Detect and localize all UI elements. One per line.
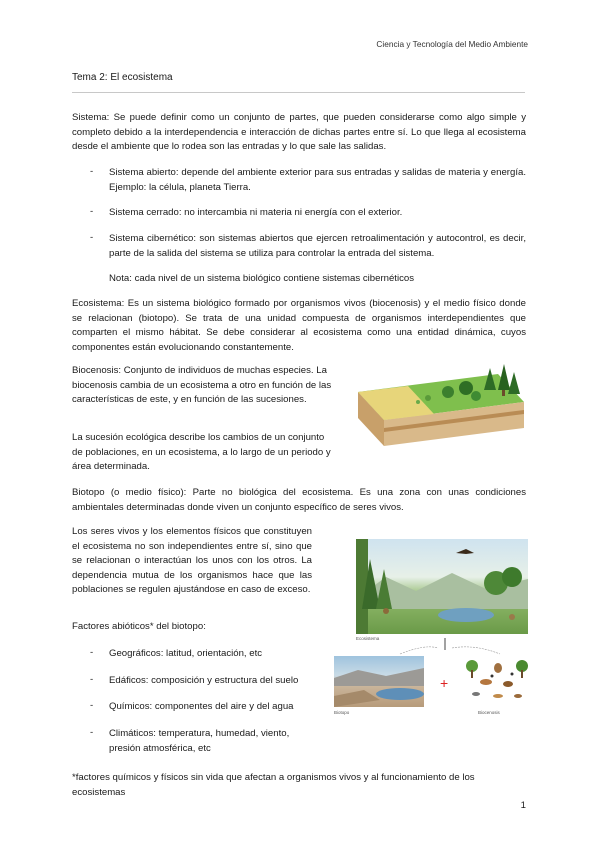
bullet-dash: - (90, 727, 94, 738)
plus-sign: + (440, 675, 449, 691)
factor-quimicos: Químicos: componentes del aire y del agua (109, 701, 294, 712)
bullet-dash: - (90, 206, 94, 217)
ecosistema-paragraph: Ecosistema: Es un sistema biológico formado por organismos vivos (biocenosis) y el medio físico donde se relacionan (biotopo). Se trata de una unidad compuesta de organismos interdependientes que comparten el mismo hábitat. Se debe considerar al ecosistema como una entidad dinámica, cuyos componentes están evolucionando constantemente. (72, 298, 526, 353)
bullet-dash: - (90, 700, 94, 711)
header-divider (72, 92, 525, 93)
bullet-sistema-cerrado: Sistema cerrado: no intercambia ni materia ni energía con el exterior. (109, 207, 403, 218)
biotopo-caption: Biotopo (334, 710, 350, 715)
bullet-sistema-cibernetico: Sistema cibernético: son sistemas abiertos que ejercen retroalimentación y autocontrol, es decir, parte de la salida del sistema se utiliza para controlar la entrada del sistema. (109, 233, 526, 259)
footnote: *factores químicos y físicos sin vida que afectan a organismos vivos y al funcionamiento de los ecosistemas (72, 772, 475, 798)
bullet-dash: - (90, 166, 94, 177)
bullet-sistema-abierto: Sistema abierto: depende del ambiente exterior para sus entradas y salidas de materia y energía. Ejemplo: la célula, planeta Tierra. (109, 167, 526, 193)
bullet-dash: - (90, 232, 94, 243)
sistema-paragraph: Sistema: Se puede definir como un conjunto de partes, que pueden considerarse como algo simple y completo debido a la interdependencia e interacción de dichas partes entre sí. Lo que llega al ecosistema desde el ambiente que lo rodea son las entradas y lo que sale las salidas. (72, 112, 526, 153)
document-header-title: Ciencia y Tecnología del Medio Ambiente (376, 39, 528, 49)
biotopo-paragraph: Biotopo (o medio físico): Parte no biológica del ecosistema. Es una zona con unas condiciones ambientales determinadas donde viven un conjunto específico de seres vivos. (72, 487, 526, 513)
biotopo-photo (334, 656, 424, 707)
section-title: Tema 2: El ecosistema (72, 72, 173, 83)
sucesion-paragraph: La sucesión ecológica describe los cambios de un conjunto de poblaciones, en un ecosistema, a lo largo de un periodo y área determinada. (72, 432, 331, 473)
ecosistema-caption: Ecosistema (356, 636, 380, 641)
bullet-dash: - (90, 674, 94, 685)
factor-geograficos: Geográficos: latitud, orientación, etc (109, 648, 263, 659)
ecosystem-photo (356, 539, 528, 634)
nota-text: Nota: cada nivel de un sistema biológico contiene sistemas cibernéticos (109, 273, 415, 284)
bullet-dash: - (90, 647, 94, 658)
factores-title: Factores abióticos* del biotopo: (72, 621, 206, 632)
factor-edaficos: Edáficos: composición y estructura del suelo (109, 675, 299, 686)
succession-illustration (348, 362, 528, 454)
biocenosis-paragraph: Biocenosis: Conjunto de individuos de muchas especies. La biocenosis cambia de un ecosistema a otro en función de las características de este, y en función de las sucesiones. (72, 365, 332, 406)
seres-vivos-paragraph: Los seres vivos y los elementos físicos que constituyen el ecosistema no son independientes entre sí, sino que se relacionan o interactúan los unos con los otros. La dependencia mutua de los organismos hace que las poblaciones se regulen ajustándose en caso de exceso. (72, 526, 312, 596)
page-number: 1 (520, 800, 526, 811)
biocenosis-illustration (464, 654, 530, 706)
factor-climaticos: Climáticos: temperatura, humedad, viento, presión atmosférica, etc (109, 728, 290, 754)
biocenosis-caption: Biocenosis (478, 710, 500, 715)
